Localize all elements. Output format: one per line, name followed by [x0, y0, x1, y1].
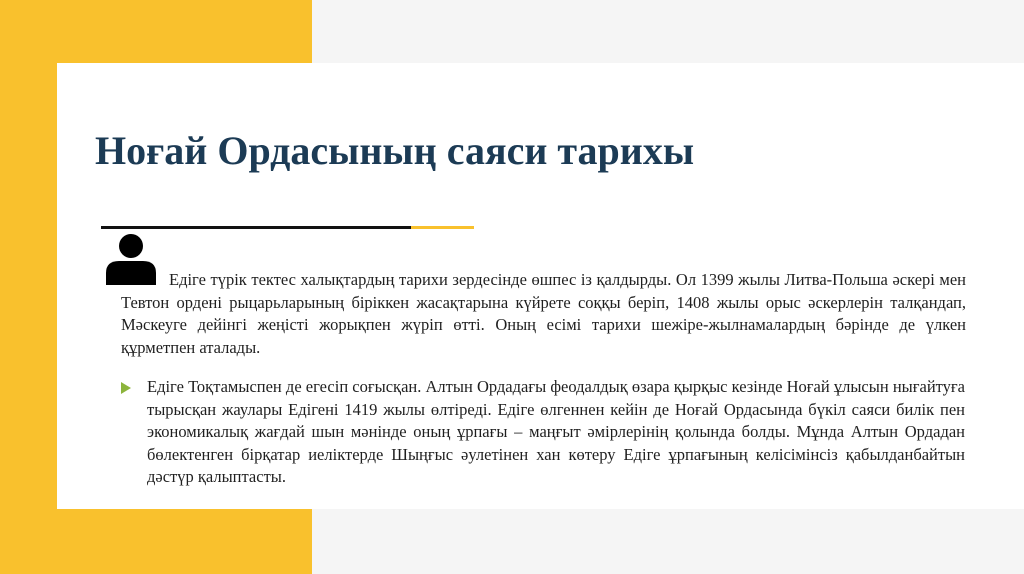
- paragraph-1: Едіге түрік тектес халықтардың тарихи зердесінде өшпес із қалдырды. Ол 1399 жылы Литва-Польша әскері мен Тевтон ордені рыцарьларының біріккен жасақтарына күйрете соққы беріп, 1408 жылы орыс әскерлерін талқандап, Мәскеуге дейінгі жеңісті жорықпен жүріп өтті. Оның есімі тарихи шежіре-жылнамалардың бәрінде де үлкен құрметпен аталады.: [121, 270, 966, 357]
- title-underline: [101, 226, 411, 229]
- triangle-bullet-icon: [121, 382, 131, 394]
- paragraph-2: Едіге Тоқтамыспен де егесіп соғысқан. Алтын Ордадағы феодалдық өзара қырқыс кезінде Ноғай ұлысын нығайтуға тырысқан жаулары Едігені 1419 жылы өлтіреді. Едіге өлгеннен кейін де Ноғай Ордасында бүкіл саяси билік пен экономикалық жағдай шын мәнінде оның ұрпағы – маңғыт әмірлерінің қолында болды. Мұнда Алтын Ордадан бөлектенген бірқатар иеліктерде Шыңғыс әулетінен хан көтеру Едіге ұрпағының келісімінсіз қабылданбайтын дәстүр қалыптасты.: [147, 377, 965, 486]
- slide-title: Ноғай Ордасының саяси тарихы: [95, 128, 695, 173]
- title-underline-accent: [411, 226, 474, 229]
